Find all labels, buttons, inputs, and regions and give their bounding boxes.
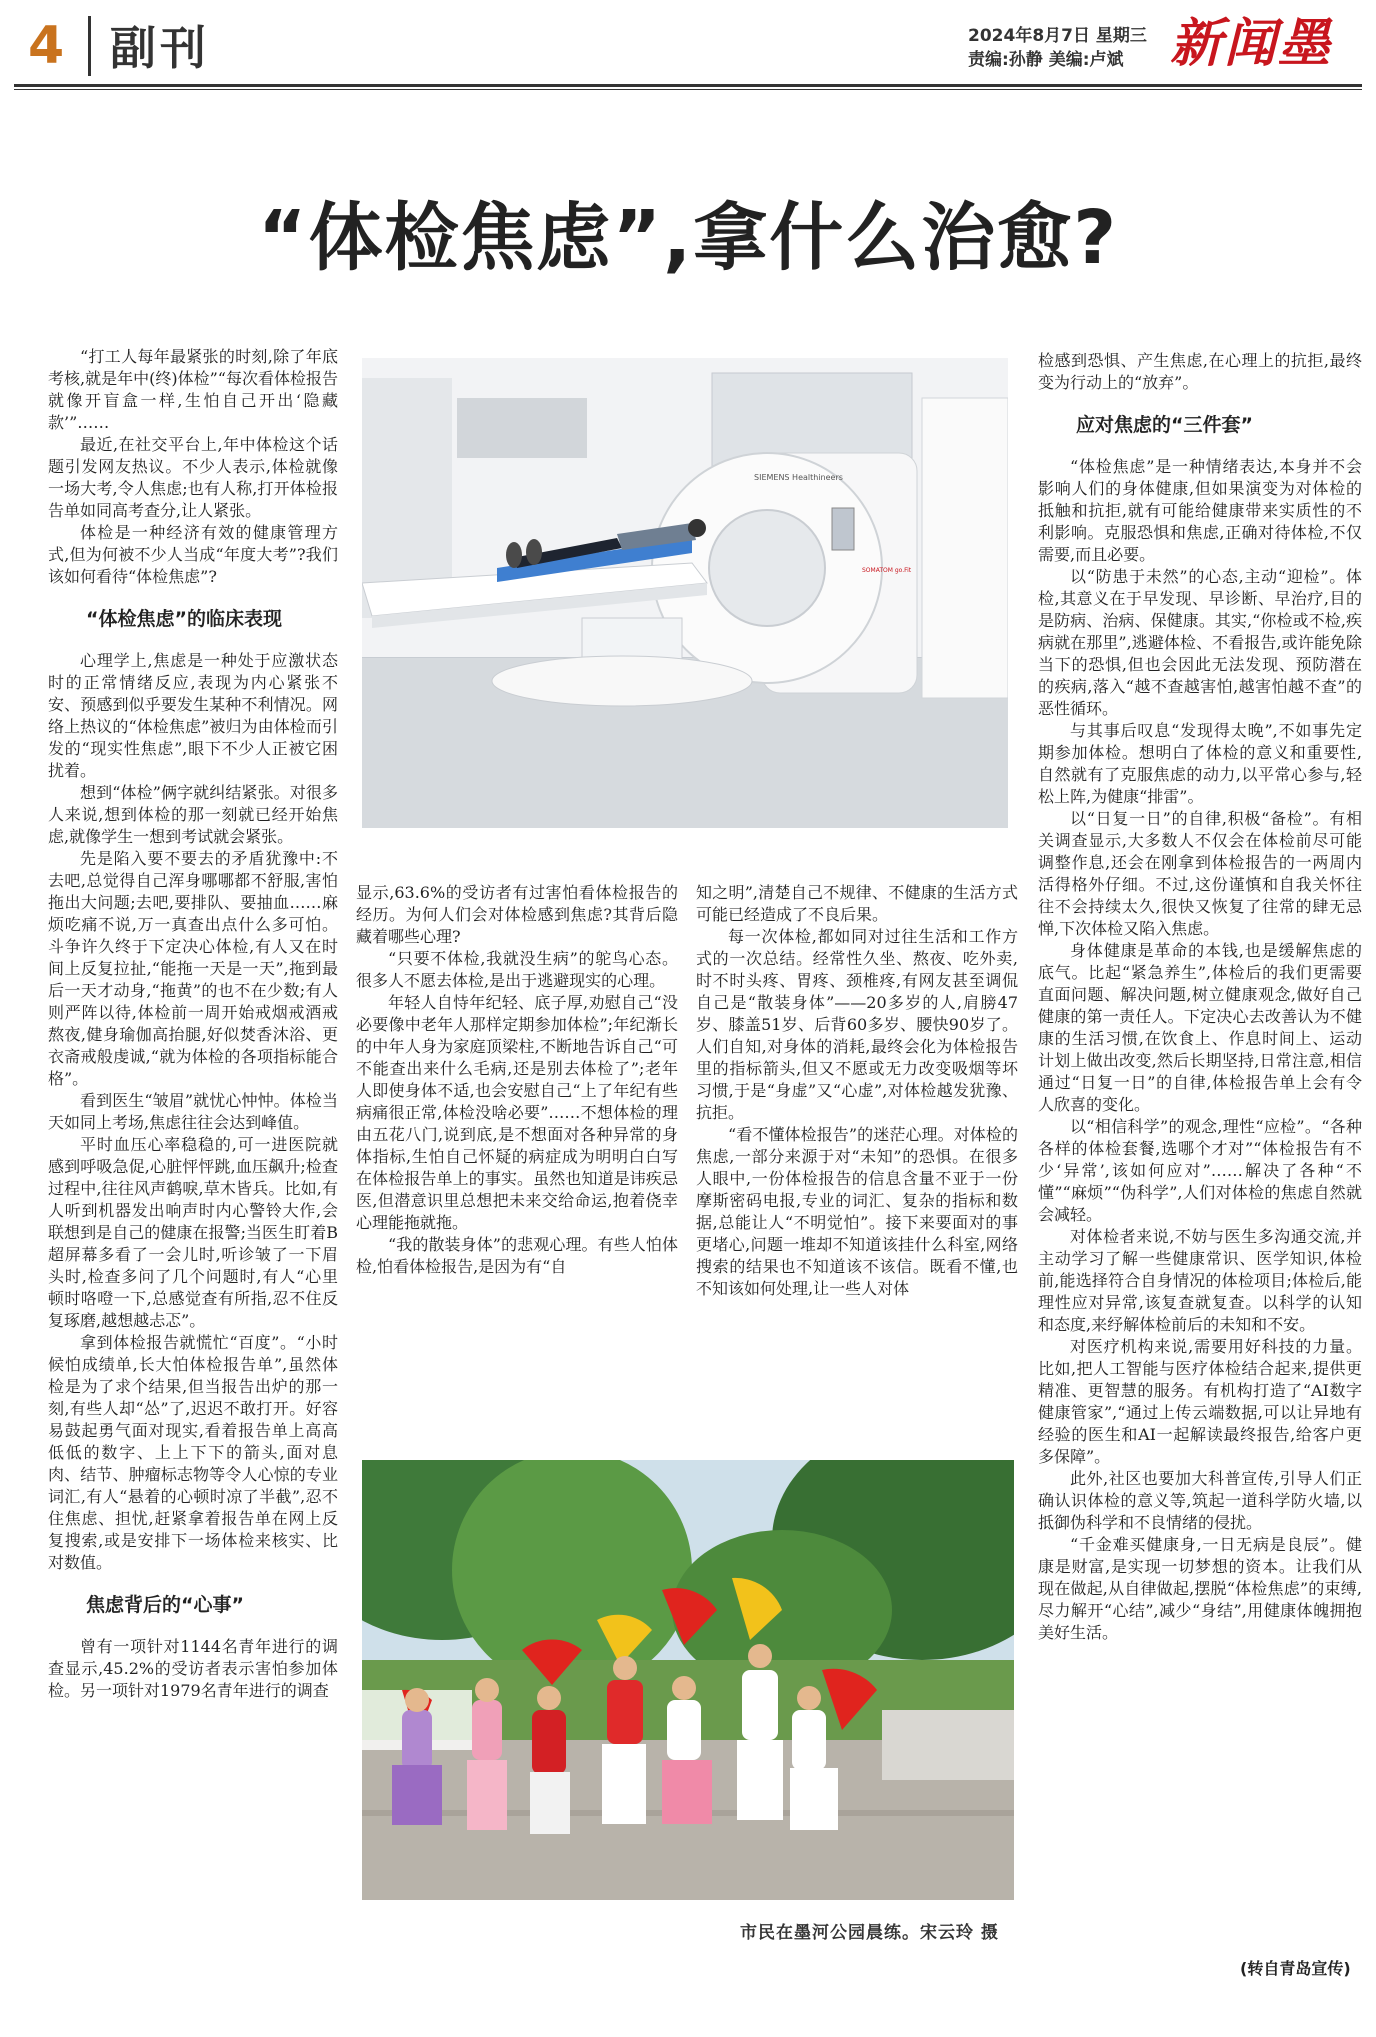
editors: 责编:孙静 美编:卢斌 (968, 50, 1124, 70)
header-divider (88, 16, 91, 76)
scanner-brand: SIEMENS Healthineers (754, 473, 843, 482)
source-note: (转自青岛宣传) (1240, 1959, 1351, 1978)
paragraph: 最近,在社交平台上,年中体检这个话题引发网友热议。不少人表示,体检就像一场大考,令人焦虑;也有人称,打开体检报告单如同高考查分,让人紧张。 (48, 435, 338, 520)
paragraph: 以“防患于未然”的心态,主动“迎检”。体检,其意义在于早发现、早诊断、早治疗,目的是防病、治病、保健康。其实,“你检或不检,疾病就在那里”,逃避体检、不看报告,或许能免除当下的恐惧,但也会因此无法发现、预防潜在的疾病,落入“越不查越害怕,越害怕越不查”的恶性循环。 (1038, 567, 1362, 718)
paragraph: 想到“体检”俩字就纠结紧张。对很多人来说,想到体检的那一刻就已经开始焦虑,就像学生一想到考试就会紧张。 (48, 783, 338, 846)
paragraph: 看到医生“皱眉”就忧心忡忡。体检当天如同上考场,焦虑往往会达到峰值。 (48, 1091, 338, 1132)
photo-caption: 市民在墨河公园晨练。宋云玲 摄 (740, 1923, 999, 1943)
paragraph: 年轻人自恃年纪轻、底子厚,劝慰自己“没必要像中老年人那样定期参加体检”;年纪渐长的中年人身为家庭顶梁柱,不断地告诉自己“可不能查出来什么毛病,还是别去体检了”;老年人即使身体不适,也会安慰自己“上了年纪有些病痛很正常,体检没啥必要”……不想体检的理由五花八门,说到底,是不想面对各种异常的身体指标,生怕自己怀疑的病症成为明明白白写在体检报告单上的事实。虽然也知道是讳疾忌医,但潜意识里总想把未来交给命运,抱着侥幸心理能拖就拖。 (356, 993, 678, 1232)
paragraph: 以“日复一日”的自律,积极“备检”。有相关调查显示,大多数人不仅会在体检前尽可能调整作息,还会在刚拿到体检报告的一两周内活得格外仔细。不过,这份谨慎和自我关怀往往不会持续太久,很快又恢复了往常的肆无忌惮,下次体检又陷入焦虑。 (1038, 809, 1362, 938)
paragraph: “看不懂体检报告”的迷茫心理。对体检的焦虑,一部分来源于对“未知”的恐惧。在很多人眼中,一份体检报告的信息含量不亚于一份摩斯密码电报,专业的词汇、复杂的指标和数据,总能让人“不明觉怕”。接下来要面对的事更堵心,问题一堆却不知道该挂什么科室,网络搜索的结果也不知道该不该信。既看不懂,也不知该如何处理,让一些人对体 (696, 1125, 1018, 1298)
park-exercise-illustration (362, 1460, 1014, 1900)
scanner-model: SOMATOM go.Fit (862, 567, 912, 574)
ct-scanner-illustration (362, 358, 1008, 828)
paragraph: 体检是一种经济有效的健康管理方式,但为何被不少人当成“年度大考”?我们该如何看待“体检焦虑”? (48, 523, 338, 586)
paragraph: 平时血压心率稳稳的,可一进医院就感到呼吸急促,心脏怦怦跳,血压飙升;检查过程中,往往风声鹤唳,草木皆兵。比如,有人听到机器发出响声时内心警铃大作,会联想到是自己的健康在报警;当医生盯着B超屏幕多看了一会儿时,听诊皱了一下眉头时,检查多问了几个问题时,有人“心里顿时咯噔一下,总感觉查有所指,忍不住反复琢磨,越想越忐忑”。 (48, 1135, 338, 1330)
paragraph: 检感到恐惧、产生焦虑,在心理上的抗拒,最终变为行动上的“放弃”。 (1038, 351, 1362, 392)
article-column-1 (48, 346, 338, 1702)
paragraph: 对医疗机构来说,需要用好科技的力量。比如,把人工智能与医疗体检结合起来,提供更精准、更智慧的服务。有机构打造了“AI数字健康管家”,“通过上传云端数据,可以让异地有经验的医生和AI一起解读最终报告,给客户更多保障”。 (1038, 1337, 1362, 1466)
park-exercise-photo (362, 1460, 1014, 1900)
page-number: 4 (28, 16, 65, 76)
paragraph: 显示,63.6%的受访者有过害怕看体检报告的经历。为何人们会对体检感到焦虑?其背后隐藏着哪些心理? (356, 883, 678, 946)
subheading-clinical: “体检焦虑”的临床表现 (86, 608, 282, 630)
paragraph: 曾有一项针对1144名青年进行的调查显示,45.2%的受访者表示害怕参加体检。另一项针对1979名青年进行的调查 (48, 1637, 338, 1700)
header-rule (14, 84, 1362, 87)
article-column-4 (1038, 350, 1362, 1644)
paragraph: 对体检者来说,不妨与医生多沟通交流,并主动学习了解一些健康常识、医学知识,体检前,能选择符合自身情况的体检项目;体检后,能理性应对异常,该复查就复查。以科学的认知和态度,来纾解体检前后的未知和不安。 (1038, 1227, 1362, 1334)
subheading-coping: 应对焦虑的“三件套” (1076, 414, 1253, 436)
paragraph: 知之明”,清楚自己不规律、不健康的生活方式可能已经造成了不良后果。 (696, 883, 1018, 924)
paragraph: 与其事后叹息“发现得太晚”,不如事先定期参加体检。想明白了体检的意义和重要性,自然就有了克服焦虑的动力,以平常心参与,轻松上阵,为健康“排雷”。 (1038, 721, 1362, 806)
subheading-behind: 焦虑背后的“心事” (86, 1594, 244, 1616)
article-column-3 (696, 882, 1018, 1300)
paragraph: 每一次体检,都如同对过往生活和工作方式的一次总结。经常性久坐、熬夜、吃外卖,时不时头疼、胃疼、颈椎疼,有网友甚至调侃自己是“散装身体”——20多岁的人,肩膀47岁、膝盖51岁、后背60多岁、腰快90岁了。人们自知,对身体的消耗,最终会化为体检报告里的指标箭头,但又不愿或无力改变吸烟等坏习惯,于是“身虚”又“心虚”,对体检越发犹豫、抗拒。 (696, 927, 1018, 1122)
paragraph: “体检焦虑”是一种情绪表达,本身并不会影响人们的身体健康,但如果演变为对体检的抵触和抗拒,就有可能给健康带来实质性的不利影响。克服恐惧和焦虑,正确对待体检,不仅需要,而且必要。 (1038, 457, 1362, 564)
ct-scanner-photo (362, 358, 1008, 828)
paragraph: “我的散装身体”的悲观心理。有些人怕体检,怕看体检报告,是因为有“自 (356, 1235, 678, 1276)
header-info (968, 24, 1147, 72)
paragraph: “只要不体检,我就没生病”的鸵鸟心态。很多人不愿去体检,是出于逃避现实的心理。 (356, 949, 678, 990)
paragraph: 身体健康是革命的本钱,也是缓解焦虑的底气。比起“紧急养生”,体检后的我们更需要直面问题、解决问题,树立健康观念,做好自己健康的第一责任人。下定决心去改善认为不健康的生活习惯,在饮食上、作息时间上、运动计划上做出改变,然后长期坚持,日常注意,相信通过“日复一日”的自律,体检报告单上会有令人欣喜的变化。 (1038, 941, 1362, 1114)
paragraph: 拿到体检报告就慌忙“百度”。“小时候怕成绩单,长大怕体检报告单”,虽然体检是为了求个结果,但当报告出炉的那一刻,有些人却“怂”了,迟迟不敢打开。好容易鼓起勇气面对现实,看着报告单上高高低低的数字、上上下下的箭头,面对息肉、结节、肿瘤标志物等令人心惊的专业词汇,有人“悬着的心顿时凉了半截”,忍不住焦虑、担忧,赶紧拿着报告单在网上反复搜索,或是安排下一场体检来核实、比对数值。 (48, 1333, 338, 1572)
paragraph: 以“相信科学”的观念,理性“应检”。“各种各样的体检套餐,选哪个才对”“体检报告有不少‘异常’,该如何应对”……解决了各种“不懂”“麻烦”“伪科学”,人们对体检的焦虑自然就会减轻。 (1038, 1117, 1362, 1224)
paragraph: 心理学上,焦虑是一种处于应激状态时的正常情绪反应,表现为内心紧张不安、预感到似乎要发生某种不利情况。网络上热议的“体检焦虑”被归为由体检而引发的“现实性焦虑”,眼下不少人正被它困扰着。 (48, 651, 338, 780)
header-rule-thin (14, 89, 1362, 90)
paragraph: “打工人每年最紧张的时刻,除了年底考核,就是年中(终)体检”“每次看体检报告就像开盲盒一样,生怕自己开出‘隐藏款’”…… (48, 347, 338, 432)
paragraph: 先是陷入要不要去的矛盾犹豫中:不去吧,总觉得自己浑身哪哪都不舒服,害怕拖出大问题;去吧,要排队、要抽血……麻烦吃痛不说,万一真查出点什么多可怕。斗争许久终于下定决心体检,有人又在时间上反复拉扯,“能拖一天是一天”,拖到最后一天才动身,“拖黄”的也不在少数;有人则严阵以待,体检前一周开始戒烟戒酒戒熬夜,健身瑜伽高抬腿,好似焚香沐浴、更衣斋戒般虔诚,“就为体检的各项指标能合格”。 (48, 849, 338, 1088)
section-title: 副刊 (110, 21, 210, 75)
headline: “体检焦虑”,拿什么治愈? (257, 195, 1119, 281)
paragraph: “千金难买健康身,一日无病是良辰”。健康是财富,是实现一切梦想的资本。让我们从现在做起,从自律做起,摆脱“体检焦虑”的束缚,尽力解开“心结”,减少“身结”,用健康体魄拥抱美好生活。 (1038, 1535, 1362, 1642)
newspaper-logo: 新闻墨 (1170, 13, 1333, 74)
article-column-2 (356, 882, 678, 1278)
paragraph: 此外,社区也要加大科普宣传,引导人们正确认识体检的意义等,筑起一道科学防火墙,以抵御伪科学和不良情绪的侵扰。 (1038, 1469, 1362, 1532)
issue-date: 2024年8月7日 星期三 (968, 26, 1147, 46)
